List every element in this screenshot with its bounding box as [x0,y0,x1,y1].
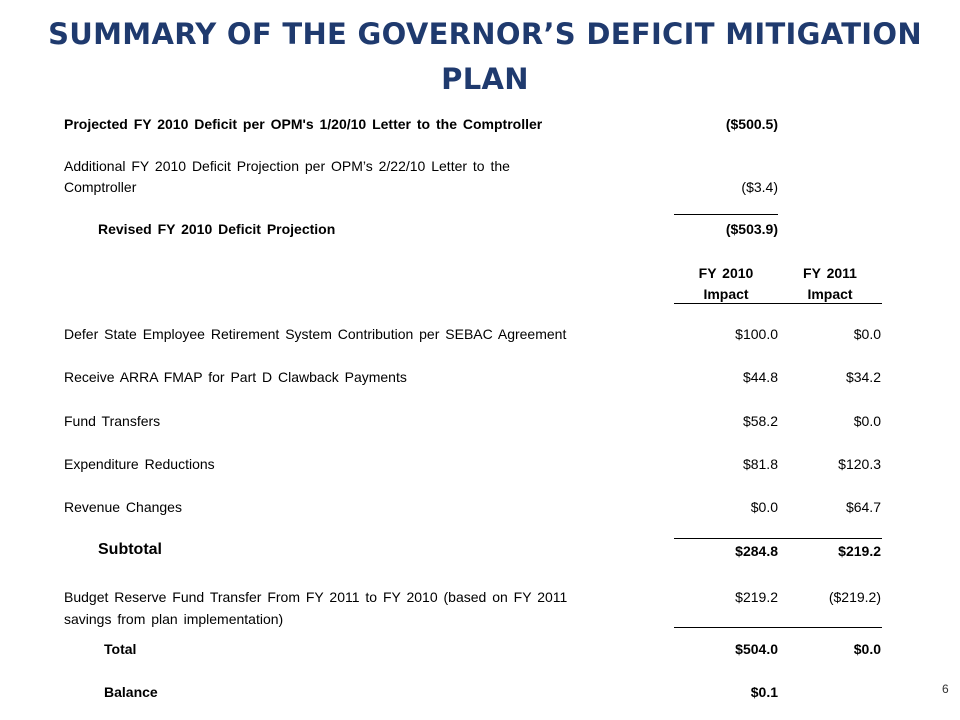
budget-reserve-label-line1: Budget Reserve Fund Transfer From FY 2011 to FY 2010 (based on FY 2011 [64,589,568,605]
subtotal-rule [674,538,882,539]
page-title: SUMMARY OF THE GOVERNOR’S DEFICIT MITIGATION PLAN [48,17,922,96]
subtotal-fy2011-value: $219.2 [838,543,881,559]
budget-reserve-label-line2: savings from plan implementation) [64,611,284,627]
item-label: Defer State Employee Retirement System Contribution per SEBAC Agreement [64,326,567,342]
item-fy2010-value: $58.2 [742,413,778,429]
item-fy2011-value: $34.2 [845,369,881,385]
item-fy2010-value: $0.0 [750,499,778,515]
subtotal-fy2010-value: $284.8 [735,543,778,559]
item-fy2010-value: $44.8 [742,369,778,385]
additional-deficit-label-line1: Additional FY 2010 Deficit Projection per OPM’s 2/22/10 Letter to the [64,158,510,174]
item-label: Expenditure Reductions [64,456,215,472]
col-fy2010-header-line1: FY 2010 [698,265,754,281]
item-fy2011-value: $0.0 [853,413,881,429]
revised-deficit-value: ($503.9) [725,221,778,237]
column-header-rule [674,303,882,304]
item-label: Fund Transfers [64,413,161,429]
item-fy2011-value: $0.0 [853,326,881,342]
balance-label: Balance [104,684,158,700]
item-fy2010-value: $81.8 [742,456,778,472]
additional-deficit-value: ($3.4) [741,179,778,195]
budget-reserve-fy2011-value: ($219.2) [828,589,881,605]
additional-deficit-label-line2: Comptroller [64,179,137,195]
revised-deficit-label: Revised FY 2010 Deficit Projection [98,221,336,237]
col-fy2011-header-line1: FY 2011 [803,265,857,281]
projected-deficit-value: ($500.5) [725,116,778,132]
item-label: Revenue Changes [64,499,182,515]
page-number: 6 [942,682,949,696]
total-fy2011-value: $0.0 [853,641,881,657]
subtotal-label: Subtotal [98,541,162,558]
col-fy2010-header-line2: Impact [703,286,749,302]
total-fy2010-value: $504.0 [735,641,778,657]
revised-rule [674,214,778,215]
col-fy2011-header-line2: Impact [807,286,853,302]
total-label: Total [104,641,137,657]
projected-deficit-label: Projected FY 2010 Deficit per OPM's 1/20/10 Letter to the Comptroller [64,116,543,132]
item-fy2011-value: $64.7 [845,499,881,515]
balance-fy2010-value: $0.1 [750,684,778,700]
item-label: Receive ARRA FMAP for Part D Clawback Payments [64,369,407,385]
item-fy2011-value: $120.3 [838,456,881,472]
budget-reserve-fy2010-value: $219.2 [735,589,778,605]
total-rule [674,627,882,628]
item-fy2010-value: $100.0 [735,326,778,342]
